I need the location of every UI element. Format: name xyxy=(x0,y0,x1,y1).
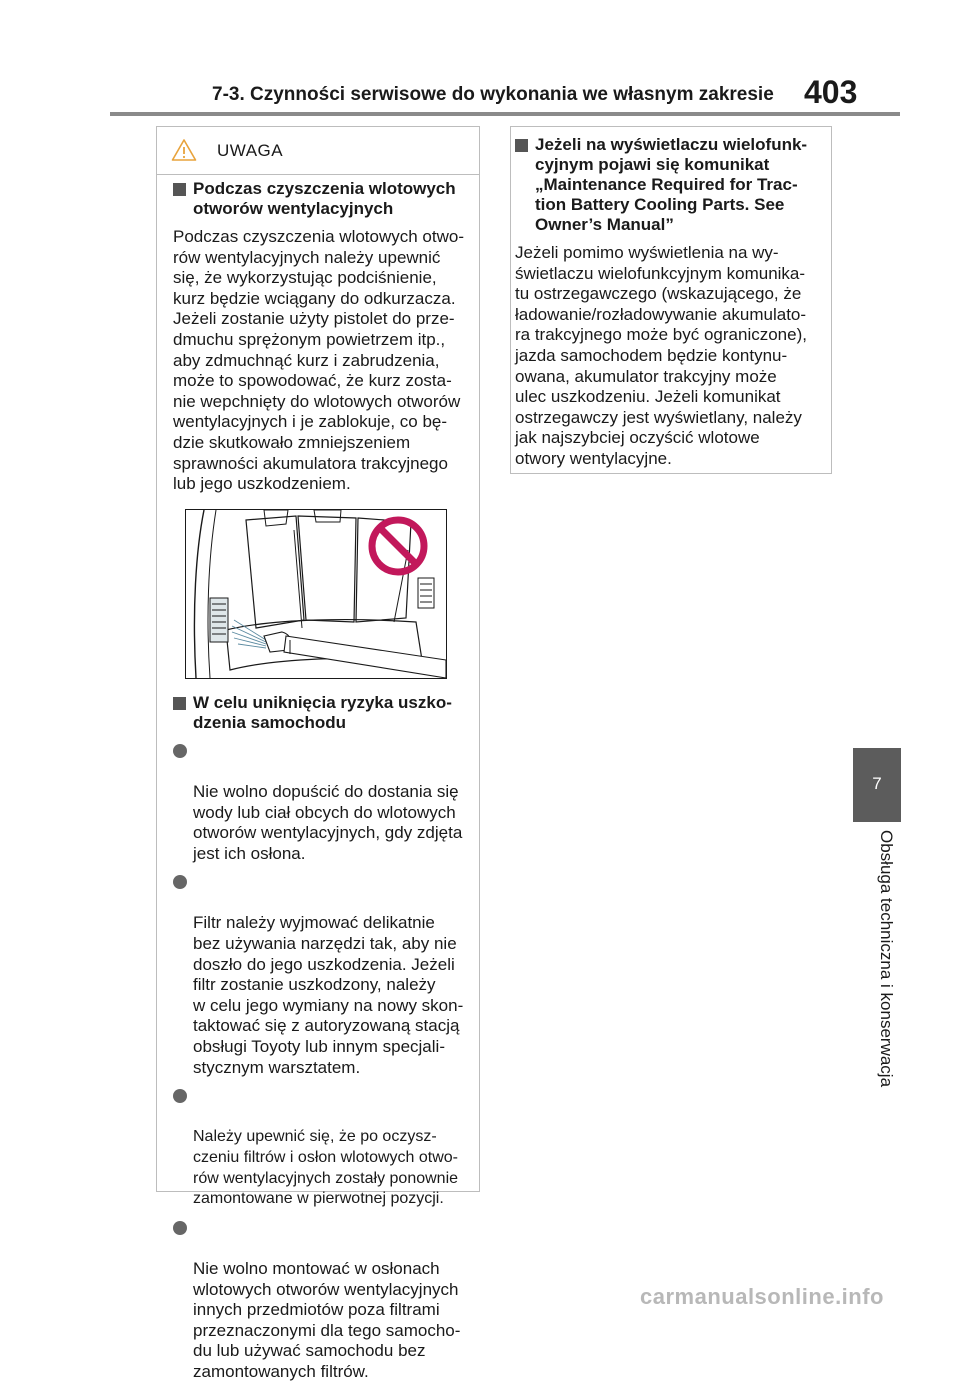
bullet-item xyxy=(173,872,479,1078)
heading-square-icon xyxy=(173,183,186,196)
bullet-text: Nie wolno dopuścić do dostania się wody lub ciał obcych do wlotowych otworów wentylacyjnych, gdy zdjęta jest ich osłona. xyxy=(193,781,463,863)
bullet-text: Należy upewnić się, że po oczysz- czeniu filtrów i osłon wlotowych otwo- rów wentylacyjnych zostały ponownie zamontowane w pierwotnej pozycji. xyxy=(193,1128,459,1208)
heading-text: Jeżeli na wyświetlaczu wielofunk- cyjnym pojawi się komunikat „Maintenance Required for Trac- tion Battery Cooling Parts. See Owner’s Manual” xyxy=(535,135,808,234)
warning-box xyxy=(156,126,480,1381)
bullet-item xyxy=(173,1218,479,1383)
bullet-dot-icon xyxy=(173,875,187,889)
chapter-title: Obsługa techniczna i konserwacja xyxy=(877,830,896,1088)
bullet-dot-icon xyxy=(173,744,187,758)
warning-content xyxy=(173,179,479,1391)
info-box xyxy=(510,126,832,474)
header-divider xyxy=(110,112,900,116)
page-number: 403 xyxy=(804,74,858,110)
bullet-item xyxy=(173,741,479,865)
section-title: 7-3. Czynności serwisowe do wykonania we własnym zakresie xyxy=(212,84,774,105)
heading-text: Podczas czyszczenia wlotowych otworów wentylacyjnych xyxy=(193,179,456,218)
vacuum-cleaning-illustration xyxy=(185,509,447,679)
warning-label: UWAGA xyxy=(217,141,284,160)
section-heading xyxy=(173,693,479,733)
heading-square-icon xyxy=(173,697,186,710)
prohibition-icon xyxy=(372,520,424,572)
chapter-number: 7 xyxy=(872,774,882,793)
paragraph: Podczas czyszczenia wlotowych otwo- rów wentylacyjnych należy upewnić się, że wykorzystując podciśnienie, kurz będzie wciągany do odkurzacza. Jeżeli zostanie użyty pistolet do prze- dmuchu sprężonym powietrzem itp., aby zdmuchnąć kurz i zabrudzenia, może to spowodować, że kurz zosta- nie wepchnięty do wlotowych otworów wentylacyjnych i je zablokuje, co bę- dzie skutkowało zmniejszeniem sprawności akumulatora trakcyjnego lub jego uszkodzeniem. xyxy=(173,227,465,494)
section-heading xyxy=(173,179,479,219)
heading-square-icon xyxy=(515,139,528,152)
info-content xyxy=(515,135,827,476)
heading-text: W celu uniknięcia ryzyka uszko- dzenia samochodu xyxy=(193,692,452,732)
paragraph: Jeżeli pomimo wyświetlenia na wy- świetlaczu wielofunkcyjnym komunika- tu ostrzegawczego (wskazującego, że ładowanie/rozładowywanie akumulato- ra trakcyjnego może być ograniczone), jazda samochodem będzie kontynu- owana, akumulator trakcyjny może ulec uszkodzeniu. Jeżeli komunikat ostrzegawczy jest wyświetlany, należy jak najszybciej oczyścić wlotowe otwory wentylacyjne. xyxy=(515,243,807,468)
bullet-text: Filtr należy wyjmować delikatnie bez używania narzędzi tak, aby nie doszło do jego uszkodzenia. Jeżeli filtr zostanie uszkodzony, należy w celu jego wymiany na nowy skon- taktować się z autoryzowaną stacją obsługi Toyoty lub innym specjali- stycznym warsztatem. xyxy=(193,913,464,1077)
watermark: carmanualsonline.info xyxy=(640,1284,884,1309)
bullet-item xyxy=(173,1086,479,1210)
bullet-text: Nie wolno montować w osłonach wlotowych otworów wentylacyjnych innych przedmiotów poza filtrami przeznaczonymi dla tego samocho- du lub używać samochodu bez zamontowanych filtrów. xyxy=(193,1258,461,1381)
warning-triangle-icon xyxy=(171,138,197,167)
bullet-dot-icon xyxy=(173,1221,187,1235)
section-heading xyxy=(515,135,827,235)
bullet-dot-icon xyxy=(173,1089,187,1103)
chapter-tab xyxy=(853,748,901,822)
warning-header xyxy=(157,127,479,175)
